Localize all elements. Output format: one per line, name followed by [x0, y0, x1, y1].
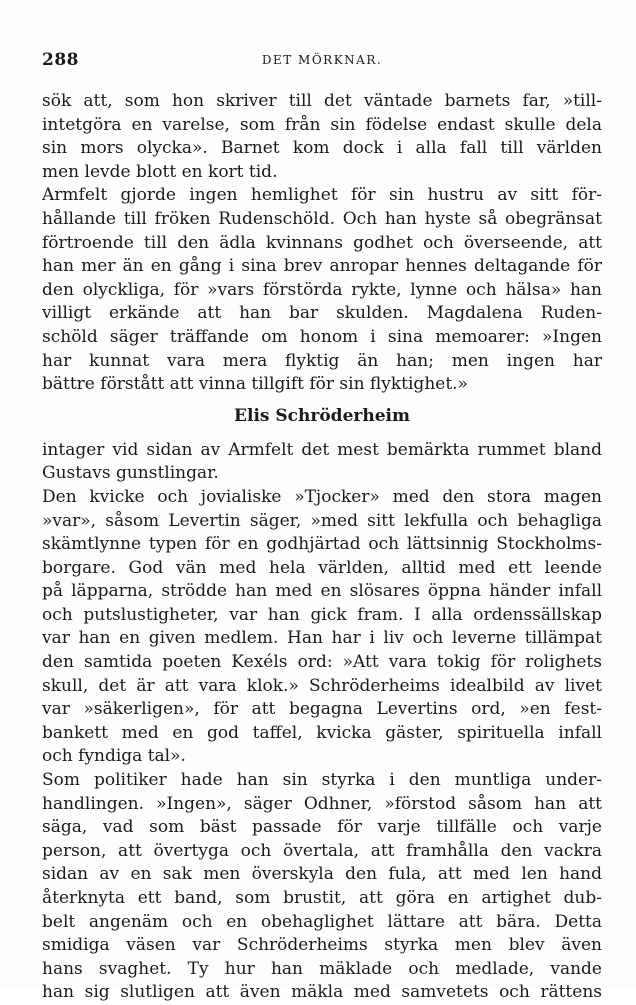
text-line: Den kvicke och jovialiske »Tjocker» med den stora magen — [42, 486, 602, 507]
text-line: den olyckliga, för »vars förstörda rykte, lynne och hälsa» han — [42, 279, 602, 300]
text-line: på läpparna, strödde han med en slösares öppna händer infall — [42, 581, 602, 602]
text-line: hans svaghet. Ty hur han mäklade och medlade, vande — [42, 958, 602, 979]
text-line: bankett med en god taffel, kvicka gäster, spirituella infall — [42, 722, 602, 743]
text-line: schöld säger träffande om honom i sina memoarer: »Ingen — [42, 326, 602, 347]
paragraph — [42, 184, 602, 396]
body-text — [42, 90, 602, 1005]
text-line: skämtlynne typen för en godhjärtad och lättsinnig Stockholms- — [42, 534, 602, 555]
text-line: intetgöra en varelse, som från sin födelse endast skulle dela — [42, 114, 602, 135]
paragraph — [42, 439, 602, 486]
running-head: DET MÖRKNAR. — [261, 53, 383, 67]
paragraph — [42, 90, 602, 184]
text-line: intager vid sidan av Armfelt det mest bemärkta rummet bland — [42, 439, 602, 460]
text-line: och fyndiga tal». — [42, 746, 186, 767]
text-line: »var», såsom Levertin säger, »med sitt lekfulla och behagliga — [42, 510, 602, 531]
text-line: och putslustigheter, var han gick fram. I alla ordenssällskap — [42, 604, 602, 625]
text-line: men levde blott en kort tid. — [42, 161, 278, 182]
section-heading: Elis Schröderheim — [234, 405, 410, 426]
text-line: smidiga väsen var Schröderheims styrka men blev även — [42, 935, 602, 956]
text-line: förtroende till den ädla kvinnans godhet och överseende, att — [42, 232, 602, 253]
text-line: belt angenäm och en obehaglighet lättare att bära. Detta — [42, 911, 602, 932]
text-line: återknyta ett band, som brustit, att göra en artighet dub- — [42, 888, 602, 908]
text-line: var han en given medlem. Han har i liv och leverne tillämpat — [42, 628, 602, 649]
text-line: han mer än en gång i sina brev anropar hennes deltagande för — [42, 256, 602, 277]
text-line: Som politiker hade han sin styrka i den muntliga under- — [42, 770, 602, 791]
paragraph — [42, 486, 602, 769]
text-line: han sig slutligen att även mäkla med samvetets och rättens — [42, 982, 602, 1003]
text-line: säga, vad som bäst passade för varje tillfälle och varje — [42, 817, 602, 838]
text-line: sök att, som hon skriver till det väntade barnets far, »till- — [42, 91, 602, 111]
page-number: 288 — [42, 50, 79, 70]
text-line: Gustavs gunstlingar. — [42, 463, 219, 484]
text-line: bättre förstått att vinna tillgift för sin flyktighet.» — [42, 374, 468, 395]
paragraph — [42, 769, 602, 1005]
text-line: person, att övertyga och övertala, att framhålla den vackra — [42, 840, 602, 861]
text-line: villigt erkände att han bar skulden. Magdalena Ruden- — [42, 303, 602, 324]
text-line: hållande till fröken Rudenschöld. Och han hyste så obegränsat — [42, 208, 602, 229]
text-line: handlingen. »Ingen», säger Odhner, »förstod såsom han att — [42, 793, 602, 814]
text-line: sin mors olycka». Barnet kom dock i alla fall till världen — [42, 138, 602, 159]
page-header — [42, 50, 602, 72]
text-line: Armfelt gjorde ingen hemlighet för sin hustru av sitt för- — [42, 185, 602, 206]
text-line: den samtida poeten Kexéls ord: »Att vara tokig för rolighets — [42, 652, 602, 673]
text-line: var »säkerligen», för att begagna Levertins ord, »en fest- — [42, 699, 602, 720]
text-line: borgare. God vän med hela världen, alltid med ett leende — [42, 557, 602, 578]
text-line: har kunnat vara mera flyktig än han; men ingen har — [42, 350, 602, 371]
text-line: sidan av en sak men överskyla den fula, att med len hand — [42, 864, 602, 885]
text-line: skull, det är att vara klok.» Schröderheims idealbild av livet — [42, 675, 602, 696]
